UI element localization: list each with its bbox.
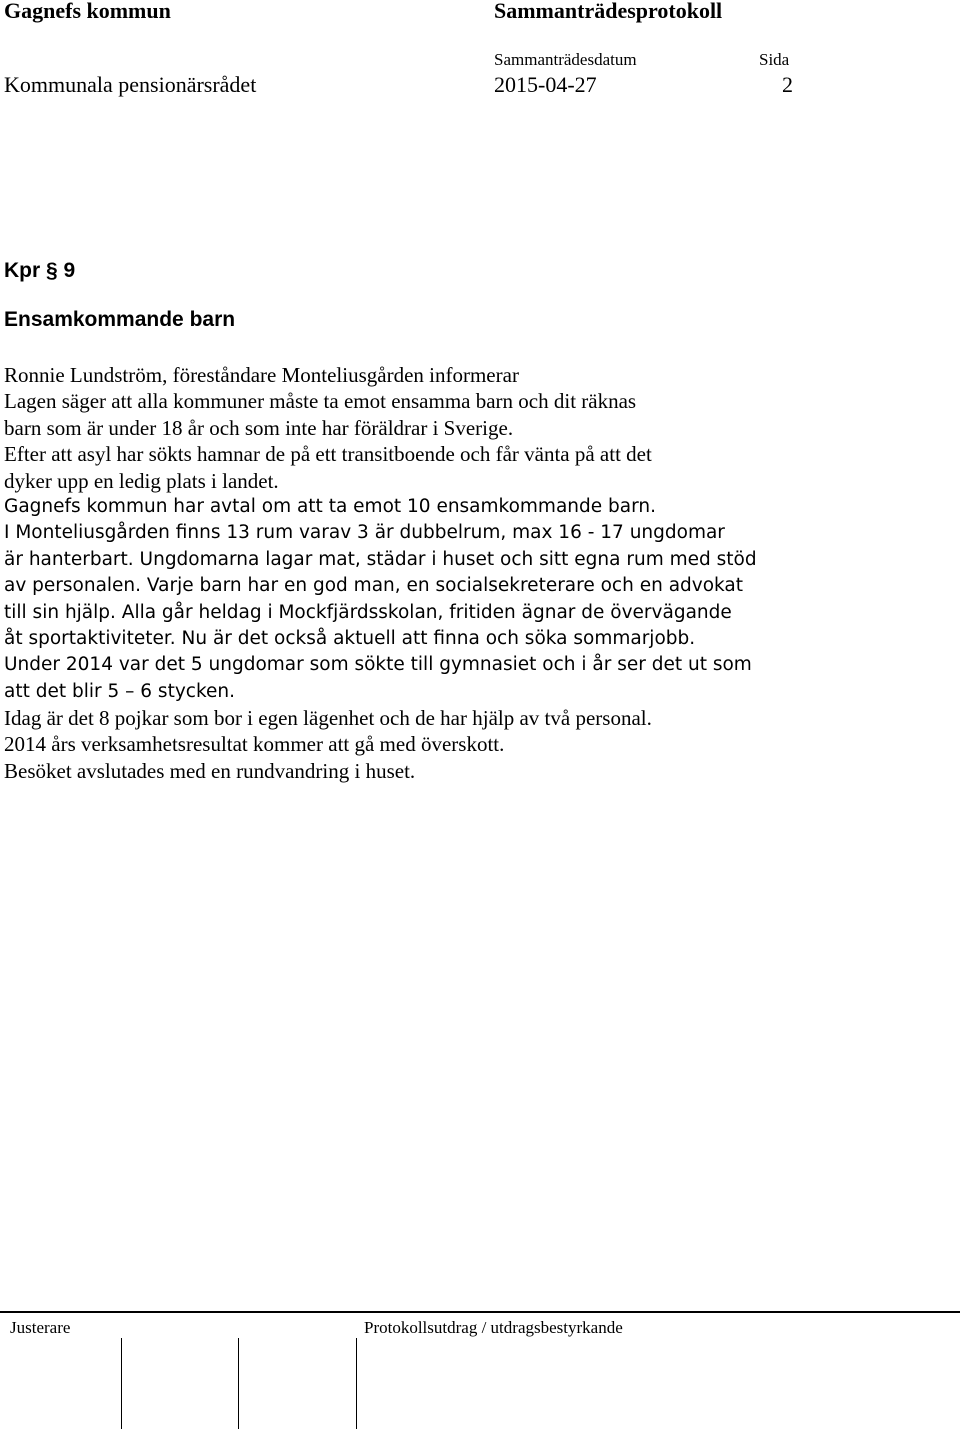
page-number: 2 (782, 72, 793, 97)
document-type: Sammanträdesprotokoll (494, 0, 723, 23)
signature-box-divider (121, 1338, 122, 1429)
meeting-date-label: Sammanträdesdatum (494, 50, 637, 69)
body-line: Gagnefs kommun har avtal om att ta emot 10 ensamkommande barn. (4, 495, 656, 517)
body-line: Ronnie Lundström, föreståndare Monteliusgården informerar (4, 363, 519, 387)
body-line: Under 2014 var det 5 ungdomar som sökte till gymnasiet och i år ser det ut som (4, 654, 752, 676)
signature-box-divider (356, 1338, 357, 1429)
organization-name: Gagnefs kommun (4, 0, 171, 23)
justerare-label: Justerare (10, 1318, 71, 1337)
body-line: Idag är det 8 pojkar som bor i egen lägenhet och de har hjälp av två personal. (4, 706, 652, 731)
body-line: Besöket avslutades med en rundvandring i huset. (4, 758, 416, 783)
council-name: Kommunala pensionärsrådet (4, 72, 257, 97)
body-line: Lagen säger att alla kommuner måste ta emot ensamma barn och dit räknas (4, 389, 637, 414)
body-line: barn som är under 18 år och som inte har föräldrar i Sverige. (4, 415, 514, 440)
body-line: dyker upp en ledig plats i landet. (4, 468, 279, 493)
body-line: 2014 års verksamhetsresultat kommer att gå med överskott. (4, 732, 505, 757)
footer-divider (0, 1311, 960, 1313)
body-line: är hanterbart. Ungdomarna lagar mat, städar i huset och sitt egna rum med stöd (4, 548, 757, 570)
meeting-date: 2015-04-27 (494, 72, 597, 97)
section-title: Ensamkommande barn (4, 308, 236, 331)
protokollsutdrag-label: Protokollsutdrag / utdragsbestyrkande (364, 1318, 623, 1337)
minutes-body (4, 362, 954, 784)
section-number: Kpr § 9 (4, 259, 76, 282)
body-line: åt sportaktiviteter. Nu är det också aktuell att finna och söka sommarjobb. (4, 627, 696, 649)
body-line: att det blir 5 – 6 stycken. (4, 680, 235, 702)
body-line: I Monteliusgården finns 13 rum varav 3 är dubbelrum, max 16 - 17 ungdomar (4, 522, 725, 544)
page-label: Sida (759, 50, 790, 69)
body-line: av personalen. Varje barn har en god man, en socialsekreterare och en advokat (4, 575, 744, 597)
signature-box-divider (238, 1338, 239, 1429)
body-line: till sin hjälp. Alla går heldag i Mockfjärdsskolan, fritiden ägnar de övervägande (4, 601, 732, 623)
body-line: Efter att asyl har sökts hamnar de på ett transitboende och får vänta på att det (4, 442, 652, 467)
